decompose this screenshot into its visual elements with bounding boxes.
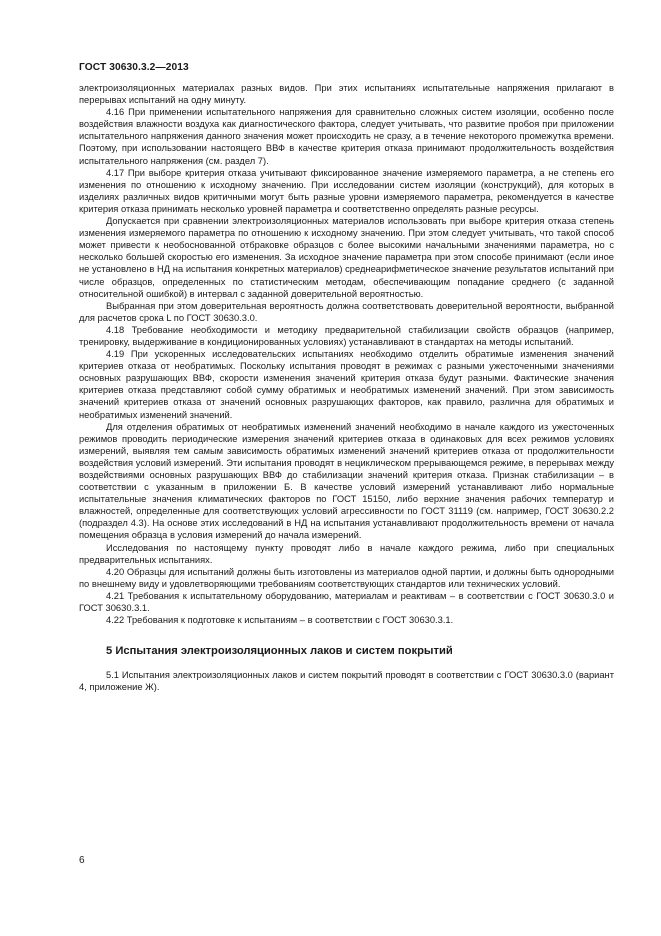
paragraph-4-21: 4.21 Требования к испытательному оборудованию, материалам и реактивам – в соответствии с ГОСТ 30630.3.0 и ГОСТ 30630.3.1.	[79, 590, 614, 614]
document-header: ГОСТ 30630.3.2—2013	[79, 62, 189, 73]
paragraph-4-17: 4.17 При выборе критерия отказа учитывают фиксированное значение измеряемого параметра, а не степень его изменения по отношению к исходному значению. При исследовании систем изоляции (конструкций), для которых в изделиях различных видов критичными могут быть разные уровни измеряемого параметра, рекомендуется в качестве критерия отказа принимать несколько уровней параметра и соответственно определять разные ресурсы.	[79, 167, 614, 214]
document-page	[79, 62, 614, 693]
paragraph-4-19: 4.19 При ускоренных исследовательских испытаниях необходимо отделить обратимые изменения значений критериев отказа от необратимых. Поскольку испытания проводят в режимах с разными ужесточенными значениями основных разрушающих ВВФ, скорости изменения значений критерия отказа будут разными. Фактические значения критериев отказа представляют собой сумму обратимых и необратимых изменений значений. При этом зависимость значений критериев отказа от значений основных разрушающих факторов, как правило, различна для обратимых и необратимых изменений значений.	[79, 349, 614, 420]
section-5-heading: 5 Испытания электроизоляционных лаков и систем покрытий	[106, 645, 453, 658]
paragraph-4-20: 4.20 Образцы для испытаний должны быть изготовлены из материалов одной партии, и должны быть однородными по внешнему виду и удовлетворяющими требованиям соответствующих стандартов или технических условий.	[79, 566, 614, 589]
paragraph-4-22: 4.22 Требования к подготовке к испытаниям – в соответствии с ГОСТ 30630.3.1.	[106, 615, 454, 626]
paragraph-5-1: 5.1 Испытания электроизоляционных лаков и систем покрытий проводят в соответствии с ГОСТ 30630.3.0 (вариант 4, приложение Ж).	[79, 670, 614, 693]
paragraph-continuation: электроизоляционных материалах разных видов. При этих испытаниях испытательные напряжения прилагают в перерывах испытаний на одну минуту.	[79, 83, 614, 106]
paragraph-4-17-confidence: Выбранная при этом доверительная вероятность должна соответствовать доверительной вероятности, выбранной для расчетов срока L по ГОСТ 30630.3.0.	[79, 300, 614, 323]
page-number: 6	[79, 855, 85, 866]
paragraph-4-19-separation: Для отделения обратимых от необратимых изменений значений необходимо в начале каждого из ужесточенных режимов проводить периодические измерения значений критериев отказа в одинаковых для всех режимов условиях измерений, выявляя тем самым зависимость обратимых изменений значений критериев отказа от продолжительности воздействия условий измерений. Эти испытания проводят в нециклическом прерывающемся режиме, в перерывах между воздействиями основных разрушающих ВВФ до стабилизации значений критерия отказа. Признак стабилизации – в соответствии с указанным в приложении Б. В качестве условий измерений устанавливают либо нормальные испытательные значения климатических факторов по ГОСТ 15150, либо верхние значения рабочих температур и влажностей, определенные для соответствующих условий агрессивности по ГОСТ 31119 (см. например, ГОСТ 30630.2.2 (подраздел 4.3). На основе этих исследований в НД на испытания устанавливают продолжительность времени от начала помещения образца в условия измерений до начала измерений.	[79, 421, 614, 541]
paragraph-4-16: 4.16 При применении испытательного напряжения для сравнительно сложных систем изоляции, особенно после воздействия влажности воздуха как диагностического фактора, следует учитывать, что развитие пробоя при приложении испытательного напряжения данного значения может происходить не сразу, а в течение некоторого промежутка времени. Поэтому, при использовании настоящего ВВФ в качестве критерия отказа принимают продолжительность воздействия испытательного напряжения (см. раздел 7).	[79, 107, 614, 166]
paragraph-4-17-permitted: Допускается при сравнении электроизоляционных материалов использовать при выборе критерия отказа степень изменения измеряемого параметра по отношению к исходному значению. При этом следует учитывать, что такой способ может привести к необоснованной отбраковке образцов с более высокими начальными значениями параметра, но с несколько большей скоростью его изменения. За исходное значение параметра при этом способе принимают (если иное не установлено в НД на испытания конкретных материалов) среднеарифметическое значение результатов испытаний при числе образцов, определенных по статистическим методам, обеспечивающим попадание среднего (с заданной относительной ошибкой) в интервал с заданной доверительной вероятностью.	[79, 216, 614, 299]
paragraph-4-19-research: Исследования по настоящему пункту проводят либо в начале каждого режима, либо при специальных предварительных испытаниях.	[79, 542, 614, 565]
paragraph-4-18: 4.18 Требование необходимости и методику предварительной стабилизации свойств образцов (например, тренировку, выдерживание в кондиционированных условиях) устанавливают в стандартах на методы испытаний.	[79, 324, 614, 347]
